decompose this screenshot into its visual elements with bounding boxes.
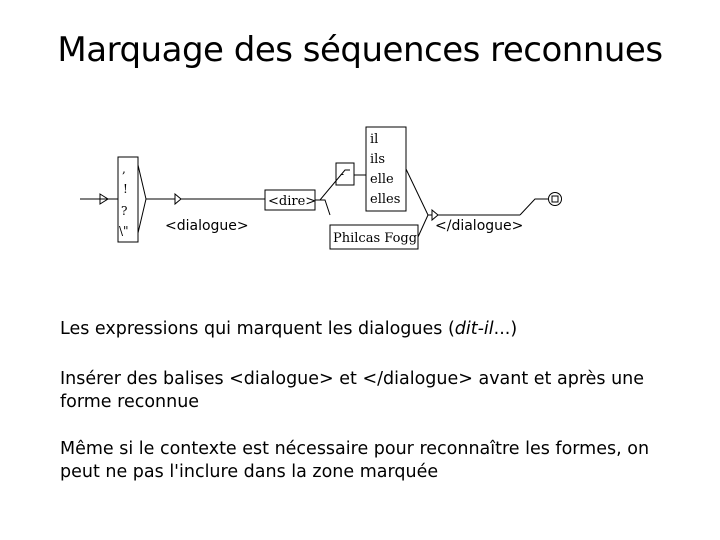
paragraph-1: [60, 318, 670, 341]
punct-quote: \": [119, 224, 129, 238]
p1-italic: dit-il: [454, 319, 494, 339]
punct-question: ?: [121, 204, 128, 218]
dialogue-close-label: </dialogue>: [435, 218, 524, 234]
dash-label: -: [340, 167, 345, 181]
p1-after: ...): [493, 319, 518, 339]
dialogue-open-arrow: [175, 194, 181, 204]
punct-comma: ,: [122, 162, 126, 176]
slide-title: Marquage des séquences reconnues: [57, 30, 663, 70]
p1-before: Les expressions qui marquent les dialogues (: [60, 319, 455, 339]
dire-label: <dire>: [268, 194, 317, 209]
paragraph-2: Insérer des balises <dialogue> et </dialogue> avant et après une forme reconnue: [60, 369, 645, 412]
pronoun-il: il: [370, 132, 379, 147]
dialogue-open-label: <dialogue>: [165, 218, 249, 234]
pronoun-elles: elles: [370, 192, 401, 207]
paragraph-3: Même si le contexte est nécessaire pour reconnaître les formes, on peut ne pas l'inclure dans la zone marquée: [60, 439, 650, 482]
final-state: [549, 193, 562, 206]
dash-box: [336, 163, 354, 185]
pronoun-ils: ils: [370, 152, 385, 167]
name-label: Philcas Fogg: [333, 231, 418, 246]
unitex-graph: [0, 115, 720, 265]
punct-exclaim: !: [123, 182, 128, 196]
pronoun-elle: elle: [370, 172, 394, 187]
